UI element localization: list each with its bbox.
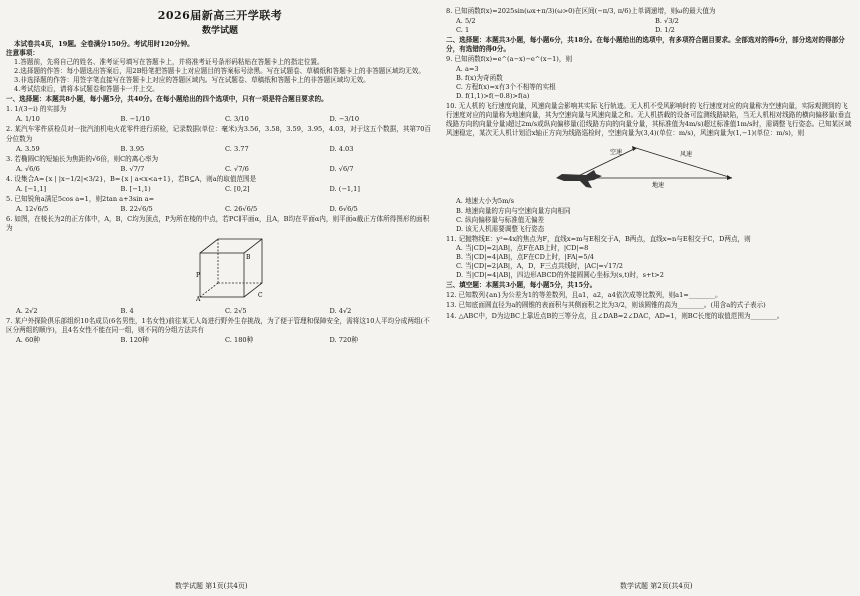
page-1 xyxy=(6,6,434,578)
note-item: 1.答题前，先将自己的姓名、准考证号填写在答题卡上，并将准考证号条形码粘贴在答题卡上的指定位置。 xyxy=(14,57,324,66)
question-stem: 3. 若椭圆C的短轴长为焦距的√6倍，则C的离心率为 xyxy=(6,154,159,163)
section-2-heading: 二、选择题：本题共3小题，每小题6分，共18分。在每小题给出的选项中，有多项符合题目要求。全部选对的得6分，部分选对的得部分分，有选错的得0分。 xyxy=(446,36,845,54)
question-options xyxy=(16,165,434,174)
question-7 xyxy=(6,317,434,345)
note-item: 4.考试结束后，请将本试题卷和答题卡一并上交。 xyxy=(14,85,159,94)
question-stem: 7. 某户外探险俱乐部组织10名成员(6名男性，1名女性)前往某无人岛进行野外生存挑战，为了便于管理和保障安全，需将这10人平均分成两组(不区分两组的顺序)，且4名女性不能在同一组，则不同的分组方法共有 xyxy=(6,316,430,334)
option-a: A. a=3 xyxy=(456,64,479,73)
footer-page-1: 数学试题 第1页(共4页) xyxy=(175,582,248,591)
option-b: B. 22√6/5 xyxy=(120,205,153,214)
option-d: D. f(1,1)>f(−0.8)>f(a) xyxy=(456,91,530,100)
option-a: A. 3.59 xyxy=(16,144,40,153)
question-stem: 9. 已知函数f(x)=e^(a−x)−e^(x−1)，则 xyxy=(446,55,573,64)
option-d: D. 该无人机需要调整飞行姿态 xyxy=(456,224,545,233)
option-b: B. 120种 xyxy=(120,335,149,344)
question-3 xyxy=(6,155,434,174)
question-options xyxy=(16,145,434,154)
cube-label-p: P xyxy=(196,272,201,280)
question-stem: 5. 已知锐角a满足5cos a=1，则2tan a+3sin a= xyxy=(6,195,155,204)
option-c: C. [0,2] xyxy=(225,184,250,193)
exam-info: 本试卷共4页，19题。全卷满分150分。考试用时120分钟。 xyxy=(14,39,194,48)
option-c: C. 当|CD|=2|AB|，A，D，F三点共线时，|AC|=√17/2 xyxy=(456,262,623,271)
airspeed-label: 空速 xyxy=(610,149,623,157)
option-c: C. 纵向偏移量与标准值无偏差 xyxy=(456,215,545,224)
windspeed-label: 风速 xyxy=(680,151,693,159)
option-b: B. √3/2 xyxy=(655,17,679,26)
option-c: C. 3.77 xyxy=(225,144,249,153)
option-c: C. 1 xyxy=(456,26,470,35)
option-b: B. −1/10 xyxy=(120,115,150,124)
question-10 xyxy=(446,102,854,234)
question-9 xyxy=(446,55,854,100)
cube-figure xyxy=(196,235,434,304)
question-stem: 4. 设集合A={x | |x−1/2|<3/2}，B={x | a<x<a+1}，若B⊆A，则a的取值范围是 xyxy=(6,174,257,183)
option-c: C. 180种 xyxy=(225,335,254,344)
option-c: C. 2√5 xyxy=(225,306,247,315)
option-c: C. 方程f(x)=x有3个不相等的实根 xyxy=(456,82,556,91)
question-options xyxy=(16,185,434,194)
option-b: B. 当|CD|=4|AB|，点F在CD上时，|FA|=5/4 xyxy=(456,252,594,261)
question-options xyxy=(16,205,434,214)
question-stem: 8. 已知函数f(x)=2025sin(ωx+π/3)(ω>0)在区间(−π/3, π/6)上单调递增，则ω的最大值为 xyxy=(446,7,716,15)
option-d: D. 1/2 xyxy=(655,26,675,35)
question-12: 12. 已知数列{an}为公差为1的等差数列，且a1，a2，a4依次成等比数列，则a1=________。 xyxy=(446,291,722,300)
option-c: C. √7/6 xyxy=(225,164,249,173)
footer-page-2: 数学试题 第2页(共4页) xyxy=(620,582,693,591)
option-d: D. 6√6/5 xyxy=(329,205,358,214)
cube-label-b: B xyxy=(246,254,251,262)
question-11 xyxy=(446,235,854,280)
option-c: C. 3/10 xyxy=(225,115,249,124)
note-item: 2.选择题的作答：每小题选出答案后，用2B铅笔把答题卡上对应题目的答案标号涂黑。写在试题卷、草稿纸和答题卡上的非答题区域均无效。 xyxy=(14,66,425,75)
option-b: B. √7/7 xyxy=(120,164,145,173)
page-2 xyxy=(446,6,854,578)
question-options xyxy=(16,115,434,124)
question-stem: 6. 如图，在棱长为2的正方体中，A，B，C均为顶点，P为所在棱的中点，若PC∥平面α，且A，B均在平面α内，则平面α截正方体所得图形的面积为 xyxy=(6,215,430,233)
drone-figure xyxy=(556,140,854,195)
question-14: 14. △ABC中，D为边BC上靠近点B的三等分点，且∠DAB=2∠DAC，AD=1，则BC长度的取值范围为________。 xyxy=(446,311,784,320)
cube-label-a: A xyxy=(196,296,201,302)
question-2 xyxy=(6,125,434,153)
cube-diagram xyxy=(196,235,266,301)
option-d: D. (−1,1] xyxy=(329,184,360,193)
section-1-heading: 一、选择题：本题共8小题，每小题5分，共40分。在每小题给出的四个选项中，只有一项是符合题目要求的。 xyxy=(6,95,328,104)
option-b: B. 4 xyxy=(120,306,134,315)
question-options xyxy=(16,336,434,345)
exam-title: 2026届新高三开学联考 xyxy=(157,9,283,22)
cube-label-c: C xyxy=(258,292,263,300)
option-d: D. −3/10 xyxy=(329,115,360,124)
option-b: B. 地速向量的方向与空速向量方向相同 xyxy=(456,206,571,215)
option-d: D. √6/7 xyxy=(329,164,354,173)
option-a: A. 5/2 xyxy=(456,17,476,26)
question-stem: 10. 无人机的飞行速度向量，风速向量会影响其实际飞行轨迹。无人机不受风影响时的飞行速度对应的向量称为空速向量，实际观测到的飞行速度对应的向量称为地速向量，其为空速向量与风速向量之和。无人机搭载的设备可监测线路缺陷，当无人机相对线路的横向偏移量(垂直线路方向的向量分量)超过2m/s或纵向偏移量(沿线路方向的向量分量，其标准值为4m/s)超过标准值1m/s时，需调整飞行姿态。已知某区域风速稳定，某次无人机计划沿x轴正方向为线路巡检时，空速向量为(3,4)(单位：m/s)，风速向量为(1,−1)(单位：m/s)，则 xyxy=(446,101,852,138)
drone-plane-icon xyxy=(556,170,602,188)
question-stem: 1. 1/(3−i) 的实部为 xyxy=(6,105,67,114)
option-c: C. 26√6/5 xyxy=(225,205,258,214)
option-b: B. [−1,1) xyxy=(120,184,151,193)
question-6 xyxy=(6,215,434,315)
section-3-heading: 三、填空题：本题共3小题，每小题5分，共15分。 xyxy=(446,281,597,290)
question-stem: 2. 某汽车零件质检员对一批汽油机电火花零件进行质检，记录数据(单位：毫米)为3.56，3.58，3.59，3.95，4.03，对于这五个数据，其第70百分位数为 xyxy=(6,125,432,143)
option-a: A. [−1,1] xyxy=(16,184,47,193)
option-d: D. 当|CD|=4|AB|，四边形ABCD的外接圆圆心坐标为(s,t)时，s+t>2 xyxy=(456,271,664,280)
question-1 xyxy=(6,105,434,124)
groundspeed-label: 地速 xyxy=(652,182,665,190)
option-b: B. 3.95 xyxy=(120,144,145,153)
exam-subtitle: 数学试题 xyxy=(201,26,238,37)
question-8 xyxy=(446,7,854,35)
note-item: 3.非选择题的作答：用签字笔直接写在答题卡上对应的答题区域内。写在试题卷、草稿纸和答题卡上的非答题区域均无效。 xyxy=(14,75,370,84)
question-options xyxy=(456,17,854,35)
question-4 xyxy=(6,175,434,194)
notes-title: 注意事项： xyxy=(6,48,39,57)
option-a: A. 60种 xyxy=(16,335,40,344)
drone-vector-diagram xyxy=(556,140,736,192)
option-a: A. 地速大小为5m/s xyxy=(456,197,514,206)
option-b: B. f(x)为奇函数 xyxy=(456,73,503,82)
option-a: A. √6/6 xyxy=(16,164,40,173)
option-a: A. 当|CD|=2|AB|，点F在AB上时，|CD|=8 xyxy=(456,243,589,252)
option-d: D. 4√2 xyxy=(329,306,352,315)
option-d: D. 4.03 xyxy=(329,144,354,153)
question-stem: 11. 记抛物线E：y²=4x的焦点为F，直线x=m与E相交于A，B两点，直线x=n与E相交于C，D两点，则 xyxy=(446,234,751,243)
option-a: A. 2√2 xyxy=(16,306,38,315)
option-a: A. 1/10 xyxy=(16,115,40,124)
option-a: A. 12√6/5 xyxy=(16,205,49,214)
option-d: D. 720种 xyxy=(329,335,358,344)
question-5 xyxy=(6,195,434,214)
question-options xyxy=(16,307,434,316)
question-13: 13. 已知底面圆直径为a的圆锥的表面积与其侧面积之比为3/2，则该圆锥的高为________。(用含a的式子表示) xyxy=(446,301,766,310)
